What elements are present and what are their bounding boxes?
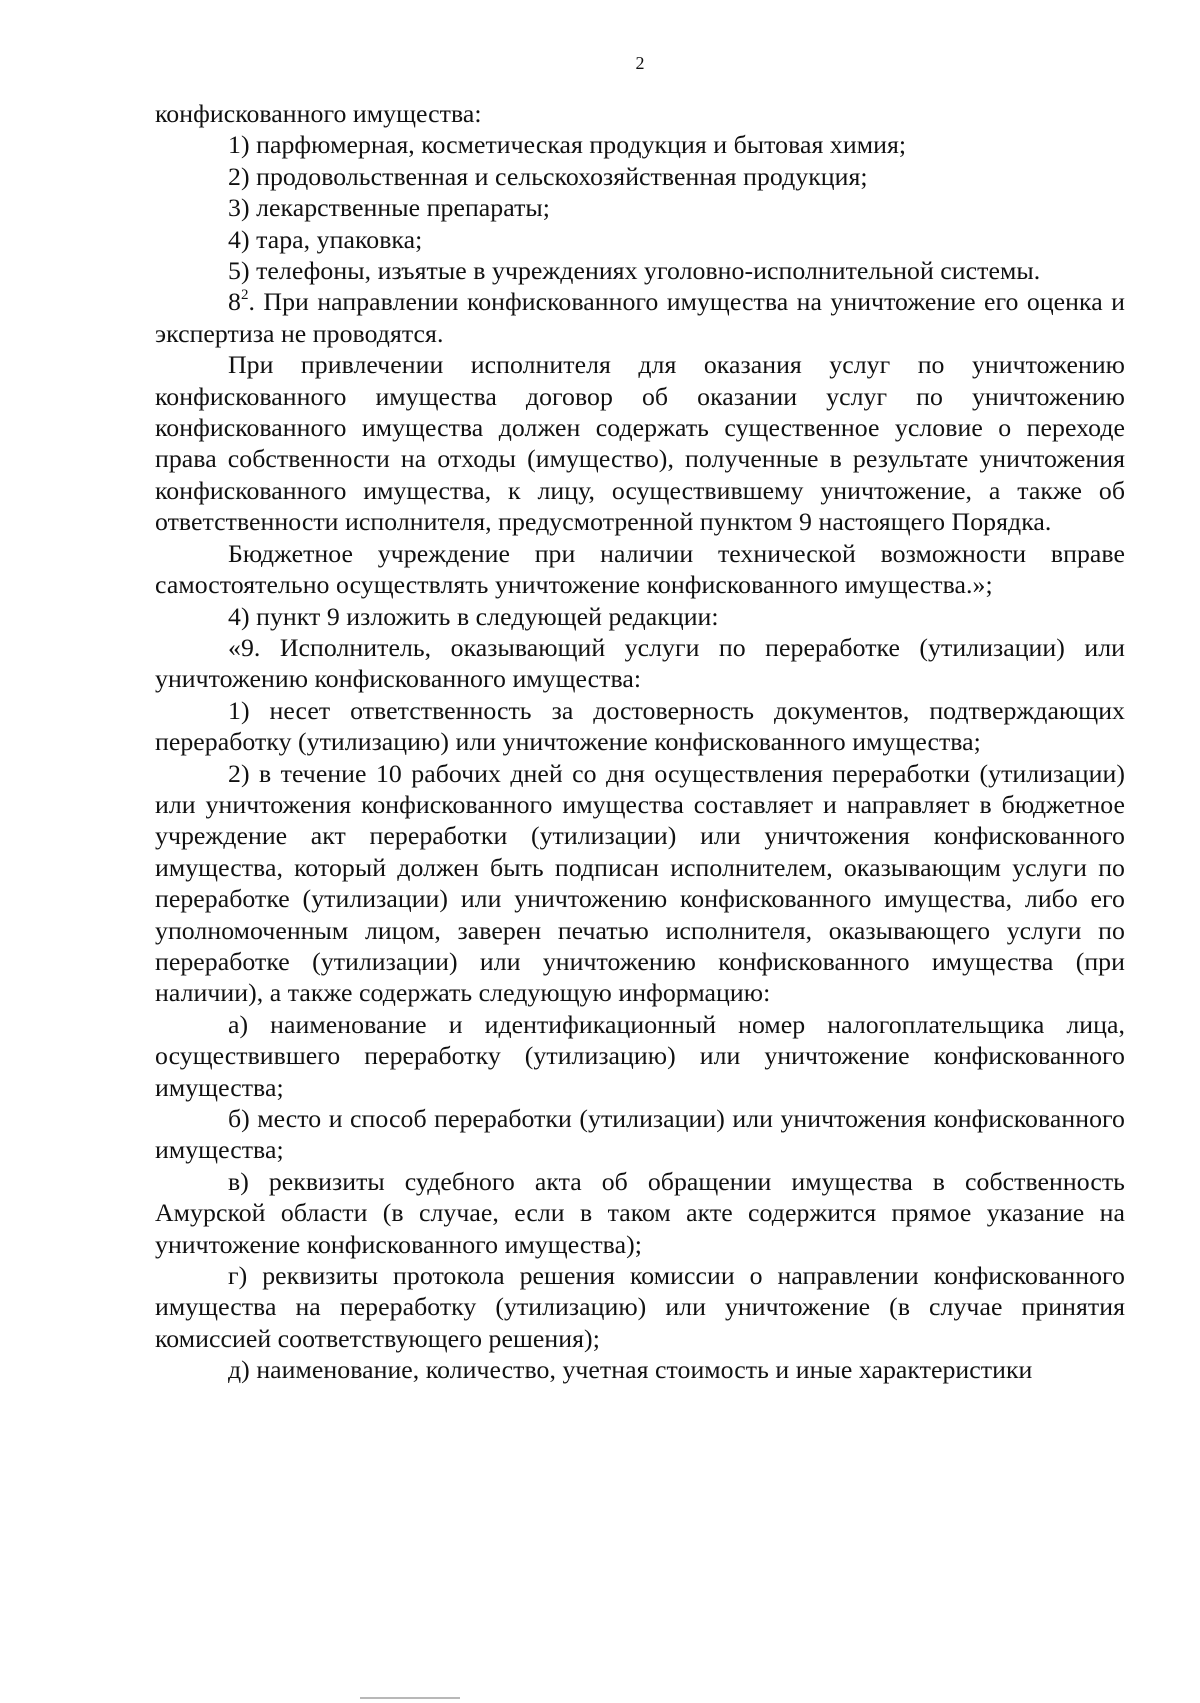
paragraph-8-2 — [155, 286, 1125, 349]
subitem-g: г) реквизиты протокола решения комиссии о направлении конфискованного имущества на переработку (утилизацию) или уничтожение (в случае принятия комиссией соответствующего решения); — [155, 1261, 1125, 1353]
subitem-1-responsibility: 1) несет ответственность за достоверность документов, подтверждающих переработку (утилизацию) или уничтожение конфискованного имущества; — [155, 695, 1125, 757]
subitem-a: а) наименование и идентификационный номер налогоплательщика лица, осуществившего переработку (утилизацию) или уничтожение конфискованного имущества; — [155, 1009, 1125, 1102]
paragraph-superscript: 2 — [240, 286, 249, 303]
paragraph-continuation: конфискованного имущества: — [155, 99, 482, 128]
list-item-5: 5) телефоны, изъятые в учреждениях уголовно-исполнительной системы. — [228, 256, 1041, 286]
list-item-1: 1) парфюмерная, косметическая продукция и бытовая химия; — [228, 130, 907, 160]
paragraph-budget-institution: Бюджетное учреждение при наличии технической возможности вправе самостоятельно осуществлять уничтожение конфискованного имущества.»; — [155, 538, 1125, 600]
subitem-b: б) место и способ переработки (утилизации) или уничтожения конфискованного имущества; — [155, 1104, 1125, 1165]
list-item-2: 2) продовольственная и сельскохозяйственная продукция; — [228, 161, 868, 191]
scan-artifact-line — [360, 1697, 460, 1699]
list-item-3: 3) лекарственные препараты; — [228, 193, 551, 223]
paragraph-contract-condition: При привлечении исполнителя для оказания услуг по уничтожению конфискованного имущества договор об оказании услуг по уничтожению конфискованного имущества должен содержать существенное условие о переходе права собственности на отходы (имущество), полученные в результате уничтожения конфискованного имущества, к лицу, осуществившему уничтожение, а также об ответственности исполнителя, предусмотренной пунктом 9 настоящего Порядка. — [155, 350, 1125, 537]
subitem-d: д) наименование, количество, учетная стоимость и иные характеристики — [228, 1355, 1033, 1385]
list-item-4: 4) тара, упаковка; — [228, 224, 423, 254]
paragraph-item-4: 4) пункт 9 изложить в следующей редакции: — [228, 601, 719, 631]
subitem-2-act: 2) в течение 10 рабочих дней со дня осуществления переработки (утилизации) или уничтожения конфискованного имущества составляет и направляет в бюджетное учреждение акт переработки (утилизации) или уничтожения конфискованного имущества, который должен быть подписан исполнителем, оказывающим услуги по переработке (утилизации) или уничтожению конфискованного имущества, либо его уполномоченным лицом, заверен печатью исполнителя, оказывающего услуги по переработке (утилизации) или уничтожению конфискованного имущества (при наличии), а также содержать следующую информацию: — [155, 758, 1125, 1008]
paragraph-text: . При направлении конфискованного имущества на уничтожение его оценка и экспертиза не проводятся. — [155, 287, 1125, 348]
page-number: 2 — [635, 53, 645, 73]
paragraph-item-9: «9. Исполнитель, оказывающий услуги по переработке (утилизации) или уничтожению конфискованного имущества: — [155, 632, 1125, 694]
subitem-v: в) реквизиты судебного акта об обращении имущества в собственность Амурской области (в случае, если в таком акте содержится прямое указание на уничтожение конфискованного имущества); — [155, 1166, 1125, 1259]
paragraph-number: 8 — [228, 287, 241, 317]
document-body — [155, 98, 1125, 1386]
